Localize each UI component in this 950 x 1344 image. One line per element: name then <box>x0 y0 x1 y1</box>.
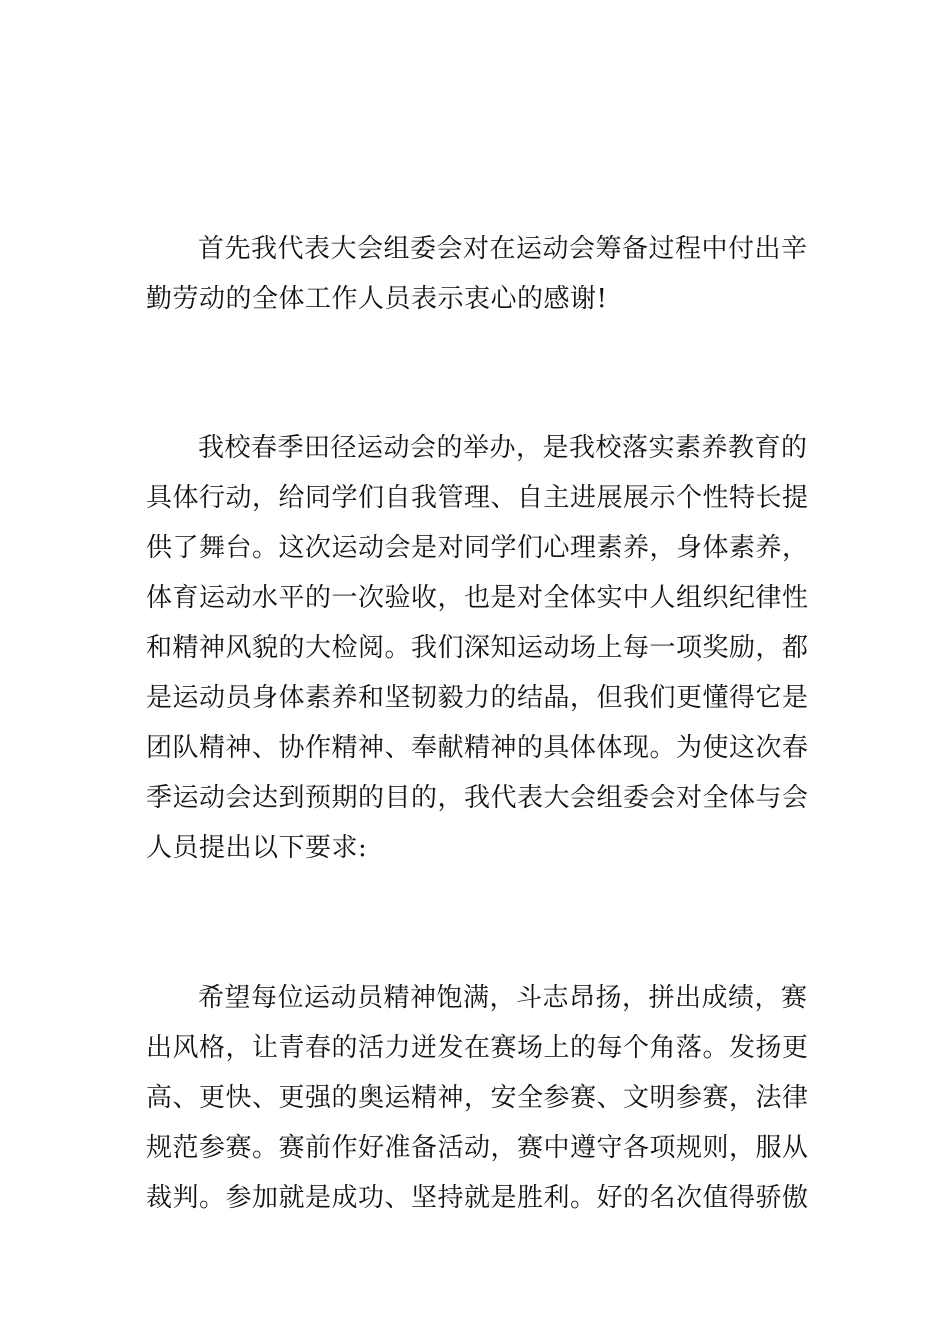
text-line: 希望每位运动员精神饱满，斗志昂扬，拼出成绩，赛 <box>198 983 808 1013</box>
text-line: 我校春季田径运动会的举办，是我校落实素养教育的 <box>198 433 808 463</box>
paragraph-sports-meet <box>146 423 809 873</box>
text-line: 勤劳动的全体工作人员表示衷心的感谢! <box>146 284 608 314</box>
text-line: 具体行动，给同学们自我管理、自主进展展示个性特长提 <box>146 483 809 513</box>
text-line: 裁判。参加就是成功、坚持就是胜利。好的名次值得骄傲 <box>146 1183 809 1213</box>
text-line: 人员提出以下要求: <box>146 833 368 863</box>
text-line: 规范参赛。赛前作好准备活动，赛中遵守各项规则，服从 <box>146 1133 809 1163</box>
paragraph-athletes <box>146 973 809 1223</box>
text-line: 供了舞台。这次运动会是对同学们心理素养，身体素养， <box>146 533 809 563</box>
text-line: 是运动员身体素养和坚韧毅力的结晶，但我们更懂得它是 <box>146 683 809 713</box>
text-line: 团队精神、协作精神、奉献精神的具体体现。为使这次春 <box>146 733 809 763</box>
text-line: 出风格，让青春的活力迸发在赛场上的每个角落。发扬更 <box>146 1033 809 1063</box>
text-line: 高、更快、更强的奥运精神，安全参赛、文明参赛，法律 <box>146 1083 809 1113</box>
paragraph-thanks <box>146 224 806 324</box>
text-line: 首先我代表大会组委会对在运动会筹备过程中付出辛 <box>198 234 808 264</box>
text-line: 体育运动水平的一次验收，也是对全体实中人组织纪律性 <box>146 583 809 613</box>
text-line: 和精神风貌的大检阅。我们深知运动场上每一项奖励，都 <box>146 633 809 663</box>
text-line: 季运动会达到预期的目的，我代表大会组委会对全体与会 <box>146 783 809 813</box>
